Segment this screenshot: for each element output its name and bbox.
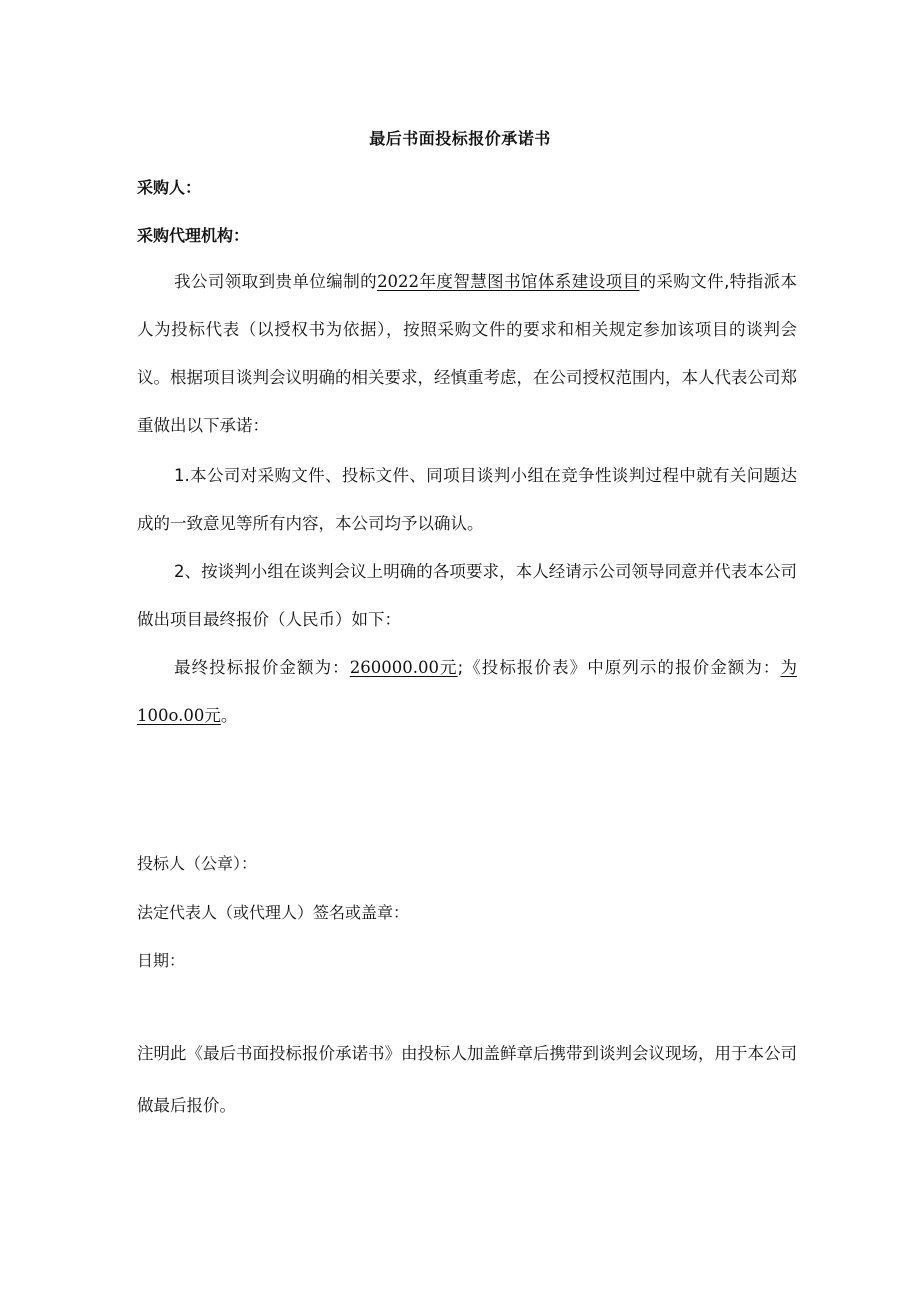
final-price-label: 最终投标报价金额为： [174,658,350,677]
legal-rep-label: 法定代表人（或代理人）签名或盖章： [137,903,410,922]
footer-note: 注明此《最后书面投标报价承诺书》由投标人加盖鲜章后携带到谈判会议现场，用于本公司做最后报价。 [137,1044,797,1115]
bidder-seal-label: 投标人（公章）： [137,854,258,873]
original-price-amount: 为100o.00元 [137,658,798,725]
purchaser-label: 采购人： [137,178,202,197]
intro-paragraph [137,258,797,450]
final-price-mid: ;《投标报价表》中原列示的报价金额为： [457,658,781,677]
date-label: 日期： [137,951,186,970]
intro-text-after: 的采购文件,特指派本人为投标代表（以授权书为依据），按照采购文件的要求和相关规定参加该项目的谈判会议。根据项目谈判会议明确的相关要求，经慎重考虑，在公司授权范围内，本人代表公司郑重做出以下承诺： [137,272,798,435]
commitment-2: 2、按谈判小组在谈判会议上明确的各项要求，本人经请示公司领导同意并代表本公司做出项目最终报价（人民币）如下： [137,562,797,629]
project-name: 2022年度智慧图书馆体系建设项目 [377,272,640,291]
final-price-end: 。 [220,706,238,725]
intro-text-before: 我公司领取到贵单位编制的 [174,272,378,291]
final-price-amount: 260000.00元 [349,658,458,677]
commitment-1: 1.本公司对采购文件、投标文件、同项目谈判小组在竞争性谈判过程中就有关问题达成的一致意见等所有内容，本公司均予以确认。 [137,466,797,533]
final-price-paragraph [137,644,797,740]
document-title: 最后书面投标报价承诺书 [369,129,551,148]
agency-label: 采购代理机构： [137,226,250,245]
